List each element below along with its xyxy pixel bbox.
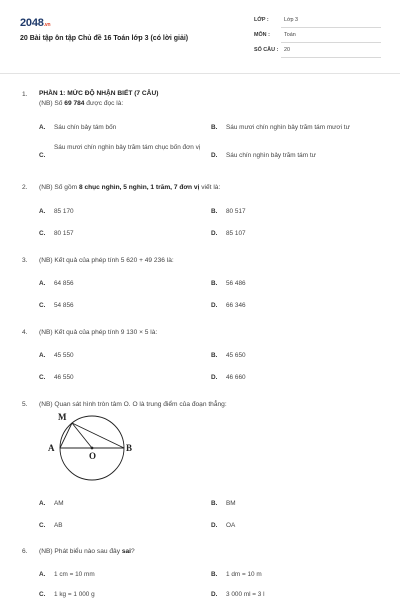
q3-option-a[interactable]: 64 856	[54, 280, 74, 287]
question-2-number: 2.	[22, 184, 28, 191]
label-b: B	[126, 443, 133, 453]
question-5-number: 5.	[22, 401, 28, 408]
q2-option-c-letter: C.	[39, 230, 46, 237]
q5-option-c-letter: C.	[39, 522, 46, 529]
question-4-number: 4.	[22, 329, 28, 336]
q6-option-a-letter: A.	[39, 571, 46, 578]
q2-option-b[interactable]: 80 517	[226, 208, 246, 215]
q4-option-c[interactable]: 46 550	[54, 374, 74, 381]
q4-option-d-letter: D.	[211, 374, 218, 381]
logo-suffix: .vn	[43, 22, 51, 28]
q2-option-a[interactable]: 85 170	[54, 208, 74, 215]
q3-option-b[interactable]: 56 486	[226, 280, 246, 287]
q2-option-c[interactable]: 80 157	[54, 230, 74, 237]
q1-option-b-letter: B.	[211, 124, 218, 131]
q4-option-c-letter: C.	[39, 374, 46, 381]
label-m: M	[58, 412, 67, 422]
q5-option-a-letter: A.	[39, 500, 46, 507]
q3-option-b-letter: B.	[211, 280, 218, 287]
meta-label-subject: MÔN :	[254, 32, 270, 38]
q6-option-b-letter: B.	[211, 571, 218, 578]
question-3-text: (NB) Kết quả của phép tính 5 620 + 49 236 là:	[39, 257, 174, 264]
q6-option-d-letter: D.	[211, 591, 218, 598]
q5-option-b-letter: B.	[211, 500, 218, 507]
question-2-text: (NB) Số gồm 8 chục nghìn, 5 nghìn, 1 trăm, 7 đơn vị viết là:	[39, 184, 221, 191]
q4-option-a[interactable]: 45 550	[54, 352, 74, 359]
q5-option-d-letter: D.	[211, 522, 218, 529]
q4-option-b[interactable]: 45 650	[226, 352, 246, 359]
q6-option-b[interactable]: 1 dm = 10 m	[226, 571, 262, 578]
q1-option-c[interactable]: Sáu mươi chín nghìn bảy trăm tám chục bốn đơn vị	[54, 144, 201, 151]
meta-value-grade: Lớp 3	[284, 17, 299, 23]
q4-option-d[interactable]: 46 660	[226, 374, 246, 381]
meta-underline	[281, 57, 381, 58]
q5-option-a[interactable]: AM	[54, 500, 64, 507]
section-title: PHẦN 1: MỨC ĐỘ NHẬN BIẾT (7 CÂU)	[39, 90, 159, 97]
q1-option-a[interactable]: Sáu chín bảy tám bốn	[54, 124, 117, 131]
question-1-text: (NB) Số 69 784 được đọc là:	[39, 100, 124, 107]
radius-om	[72, 423, 92, 448]
q3-option-d-letter: D.	[211, 302, 218, 309]
q5-option-b[interactable]: BM	[226, 500, 236, 507]
meta-label-grade: LỚP :	[254, 17, 269, 23]
q3-option-d[interactable]: 66 346	[226, 302, 246, 309]
q2-option-a-letter: A.	[39, 208, 46, 215]
question-3-number: 3.	[22, 257, 28, 264]
q6-option-d[interactable]: 3 000 ml = 3 l	[226, 591, 265, 598]
section-number: 1.	[22, 91, 28, 98]
q4-option-a-letter: A.	[39, 352, 46, 359]
q2-option-d[interactable]: 85 107	[226, 230, 246, 237]
meta-label-count: SỐ CÂU :	[254, 47, 279, 53]
q2-option-b-letter: B.	[211, 208, 218, 215]
site-logo[interactable]	[20, 17, 50, 29]
meta-underline	[281, 27, 381, 28]
label-o: O	[89, 451, 97, 461]
q5-option-d[interactable]: OA	[226, 522, 236, 529]
label-a: A	[48, 443, 55, 453]
q6-option-c-letter: C.	[39, 591, 46, 598]
q5-option-c[interactable]: AB	[54, 522, 63, 529]
meta-value-count: 20	[284, 47, 290, 53]
q3-option-a-letter: A.	[39, 280, 46, 287]
q6-option-a[interactable]: 1 cm = 10 mm	[54, 571, 95, 578]
q4-option-b-letter: B.	[211, 352, 218, 359]
meta-value-subject: Toán	[284, 32, 296, 38]
document-title: 20 Bài tập ôn tập Chủ đề 16 Toán lớp 3 (có lời giải)	[20, 35, 189, 42]
q1-option-d[interactable]: Sáu chín nghìn bảy trăm tám tư	[226, 152, 316, 159]
q3-option-c[interactable]: 54 856	[54, 302, 74, 309]
header-divider	[0, 73, 400, 74]
q2-option-d-letter: D.	[211, 230, 218, 237]
q1-option-c-letter: C.	[39, 152, 46, 159]
question-6-number: 6.	[22, 548, 28, 555]
meta-underline	[281, 42, 381, 43]
q1-option-b[interactable]: Sáu mươi chín nghìn bảy trăm tám mươi tư	[226, 124, 350, 131]
q6-option-c[interactable]: 1 kg = 1 000 g	[54, 591, 95, 598]
q3-option-c-letter: C.	[39, 302, 46, 309]
question-6-text: (NB) Phát biểu nào sau đây sai?	[39, 548, 135, 555]
question-5-text: (NB) Quan sát hình tròn tâm O. O là trung điểm của đoạn thẳng:	[39, 401, 227, 408]
q1-option-a-letter: A.	[39, 124, 46, 131]
q1-option-d-letter: D.	[211, 152, 218, 159]
question-4-text: (NB) Kết quả của phép tính 9 130 × 5 là:	[39, 329, 158, 336]
chord-am	[60, 423, 72, 448]
circle-figure	[44, 410, 144, 486]
logo-main: 2048	[20, 17, 44, 29]
center-point	[91, 447, 94, 450]
